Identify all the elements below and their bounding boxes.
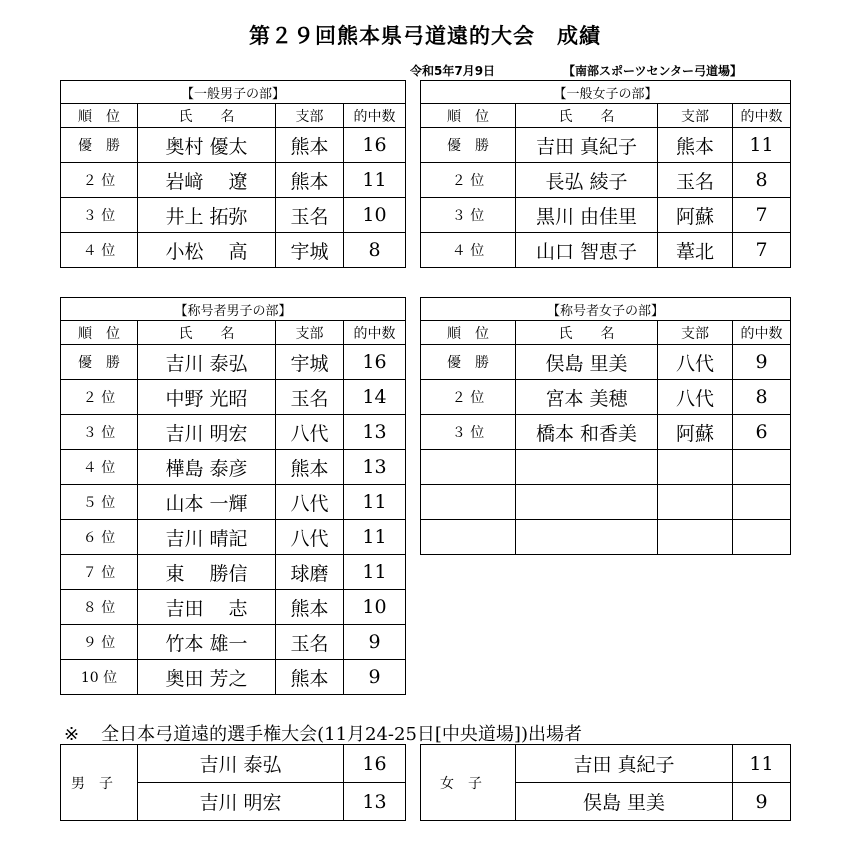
branch-cell: 玉名 [276, 380, 344, 415]
branch-cell: 熊本 [276, 450, 344, 485]
branch-cell: 宇城 [276, 345, 344, 380]
count-cell: 9 [344, 660, 406, 695]
table-row [61, 660, 406, 695]
branch-cell: 玉名 [658, 163, 733, 198]
count-cell: 11 [344, 163, 406, 198]
name-cell: 長弘 綾子 [516, 163, 658, 198]
header-name: 氏 名 [516, 321, 658, 345]
name-cell: 吉川 明宏 [138, 783, 344, 821]
count-cell: 11 [344, 520, 406, 555]
table-row [61, 345, 406, 380]
name-cell: 樺島 泰彦 [138, 450, 276, 485]
rank-cell: ３ 位 [61, 198, 138, 233]
header-rank: 順 位 [421, 321, 516, 345]
name-cell: 吉田 真紀子 [516, 745, 733, 783]
count-cell: 13 [344, 450, 406, 485]
note-text: 全日本弓道遠的選手権大会(11月24-25日[中央道場])出場者 [101, 724, 582, 745]
count-cell: 9 [733, 345, 791, 380]
branch-cell: 八代 [658, 345, 733, 380]
rank-cell: ７ 位 [61, 555, 138, 590]
count-cell: 8 [733, 380, 791, 415]
qualifier-note [64, 720, 582, 746]
header-branch: 支部 [658, 321, 733, 345]
header-count: 的中数 [344, 321, 406, 345]
empty-row [421, 520, 791, 555]
table-row [61, 450, 406, 485]
header-rank: 順 位 [61, 321, 138, 345]
name-cell: 吉田 真紀子 [516, 128, 658, 163]
note-mark: ※ [64, 724, 80, 745]
name-cell: 吉川 泰弘 [138, 345, 276, 380]
rank-cell: 優 勝 [61, 128, 138, 163]
table-row [421, 345, 791, 380]
event-venue: 【南部スポーツセンター弓道場】 [563, 64, 743, 78]
rank-cell: ２ 位 [61, 163, 138, 198]
count-cell: 10 [344, 590, 406, 625]
count-cell: 7 [733, 198, 791, 233]
event-date: 令和5年7月9日 [410, 64, 496, 78]
name-cell: 東 勝信 [138, 555, 276, 590]
titled-women-table [420, 297, 791, 555]
rank-cell: 優 勝 [421, 345, 516, 380]
empty-row [421, 450, 791, 485]
count-cell: 16 [344, 745, 406, 783]
name-cell: 吉川 明宏 [138, 415, 276, 450]
table-row [61, 590, 406, 625]
branch-cell: 熊本 [658, 128, 733, 163]
count-cell: 9 [344, 625, 406, 660]
table-row [61, 415, 406, 450]
gender-label: 女子 [421, 745, 516, 821]
rank-cell: ４ 位 [61, 233, 138, 268]
count-cell: 13 [344, 415, 406, 450]
table-row [61, 128, 406, 163]
rank-cell: ２ 位 [421, 163, 516, 198]
branch-cell: 熊本 [276, 660, 344, 695]
table-row [61, 520, 406, 555]
name-cell: 黒川 由佳里 [516, 198, 658, 233]
page-title: 第２９回熊本県弓道遠的大会 成績 [249, 24, 601, 48]
table-row [421, 128, 791, 163]
count-cell: 9 [733, 783, 791, 821]
branch-cell: 熊本 [276, 163, 344, 198]
branch-cell: 阿蘇 [658, 198, 733, 233]
branch-cell: 阿蘇 [658, 415, 733, 450]
table-row [61, 625, 406, 660]
rank-cell: ９ 位 [61, 625, 138, 660]
name-cell: 奥村 優太 [138, 128, 276, 163]
branch-cell: 玉名 [276, 625, 344, 660]
name-cell: 井上 拓弥 [138, 198, 276, 233]
table-row [61, 233, 406, 268]
branch-cell: 八代 [276, 485, 344, 520]
rank-cell: ３ 位 [421, 198, 516, 233]
section-title: 【称号者女子の部】 [421, 298, 791, 321]
count-cell: 13 [344, 783, 406, 821]
rank-cell: ３ 位 [61, 415, 138, 450]
count-cell: 11 [733, 128, 791, 163]
header-branch: 支部 [276, 104, 344, 128]
rank-cell: ４ 位 [421, 233, 516, 268]
header-name: 氏 名 [138, 321, 276, 345]
name-cell: 俣島 里美 [516, 345, 658, 380]
rank-cell: ３ 位 [421, 415, 516, 450]
header-name: 氏 名 [516, 104, 658, 128]
count-cell: 11 [344, 555, 406, 590]
table-row [61, 198, 406, 233]
branch-cell: 八代 [658, 380, 733, 415]
table-row [421, 380, 791, 415]
header-name: 氏 名 [138, 104, 276, 128]
count-cell: 16 [344, 128, 406, 163]
count-cell: 14 [344, 380, 406, 415]
table-row [61, 163, 406, 198]
table-row [61, 485, 406, 520]
gender-label: 男子 [61, 745, 138, 821]
rank-cell: ４ 位 [61, 450, 138, 485]
name-cell: 山本 一輝 [138, 485, 276, 520]
general-women-table [420, 80, 791, 268]
branch-cell: 八代 [276, 415, 344, 450]
name-cell: 竹本 雄一 [138, 625, 276, 660]
section-title: 【称号者男子の部】 [61, 298, 406, 321]
header-branch: 支部 [276, 321, 344, 345]
rank-cell: ２ 位 [61, 380, 138, 415]
name-cell: 宮本 美穂 [516, 380, 658, 415]
name-cell: 小松 高 [138, 233, 276, 268]
branch-cell: 八代 [276, 520, 344, 555]
name-cell: 岩﨑 遼 [138, 163, 276, 198]
name-cell: 奥田 芳之 [138, 660, 276, 695]
name-cell: 吉川 晴記 [138, 520, 276, 555]
count-cell: 10 [344, 198, 406, 233]
table-row [421, 233, 791, 268]
rank-cell: ６ 位 [61, 520, 138, 555]
rank-cell: ２ 位 [421, 380, 516, 415]
table-row [421, 745, 791, 783]
name-cell: 吉田 志 [138, 590, 276, 625]
table-row [421, 163, 791, 198]
rank-cell: 優 勝 [421, 128, 516, 163]
table-row [61, 555, 406, 590]
rank-cell: ８ 位 [61, 590, 138, 625]
branch-cell: 熊本 [276, 590, 344, 625]
count-cell: 11 [344, 485, 406, 520]
header-rank: 順 位 [421, 104, 516, 128]
count-cell: 8 [344, 233, 406, 268]
branch-cell: 葦北 [658, 233, 733, 268]
rank-cell: ５ 位 [61, 485, 138, 520]
general-men-table [60, 80, 406, 268]
branch-cell: 熊本 [276, 128, 344, 163]
name-cell: 吉川 泰弘 [138, 745, 344, 783]
qualifiers-women-table [420, 744, 791, 821]
table-row [421, 415, 791, 450]
header-rank: 順 位 [61, 104, 138, 128]
rank-cell: 優 勝 [61, 345, 138, 380]
branch-cell: 玉名 [276, 198, 344, 233]
count-cell: 11 [733, 745, 791, 783]
table-row [61, 745, 406, 783]
name-cell: 俣島 里美 [516, 783, 733, 821]
section-title: 【一般女子の部】 [421, 81, 791, 104]
name-cell: 橋本 和香美 [516, 415, 658, 450]
section-title: 【一般男子の部】 [61, 81, 406, 104]
count-cell: 8 [733, 163, 791, 198]
table-row [61, 380, 406, 415]
branch-cell: 宇城 [276, 233, 344, 268]
titled-men-table [60, 297, 406, 695]
name-cell: 中野 光昭 [138, 380, 276, 415]
count-cell: 16 [344, 345, 406, 380]
empty-row [421, 485, 791, 520]
count-cell: 7 [733, 233, 791, 268]
rank-cell: 10 位 [61, 660, 138, 695]
qualifiers-men-table [60, 744, 406, 821]
header-count: 的中数 [344, 104, 406, 128]
header-branch: 支部 [658, 104, 733, 128]
name-cell: 山口 智恵子 [516, 233, 658, 268]
table-row [421, 198, 791, 233]
count-cell: 6 [733, 415, 791, 450]
header-count: 的中数 [733, 104, 791, 128]
header-count: 的中数 [733, 321, 791, 345]
branch-cell: 球磨 [276, 555, 344, 590]
